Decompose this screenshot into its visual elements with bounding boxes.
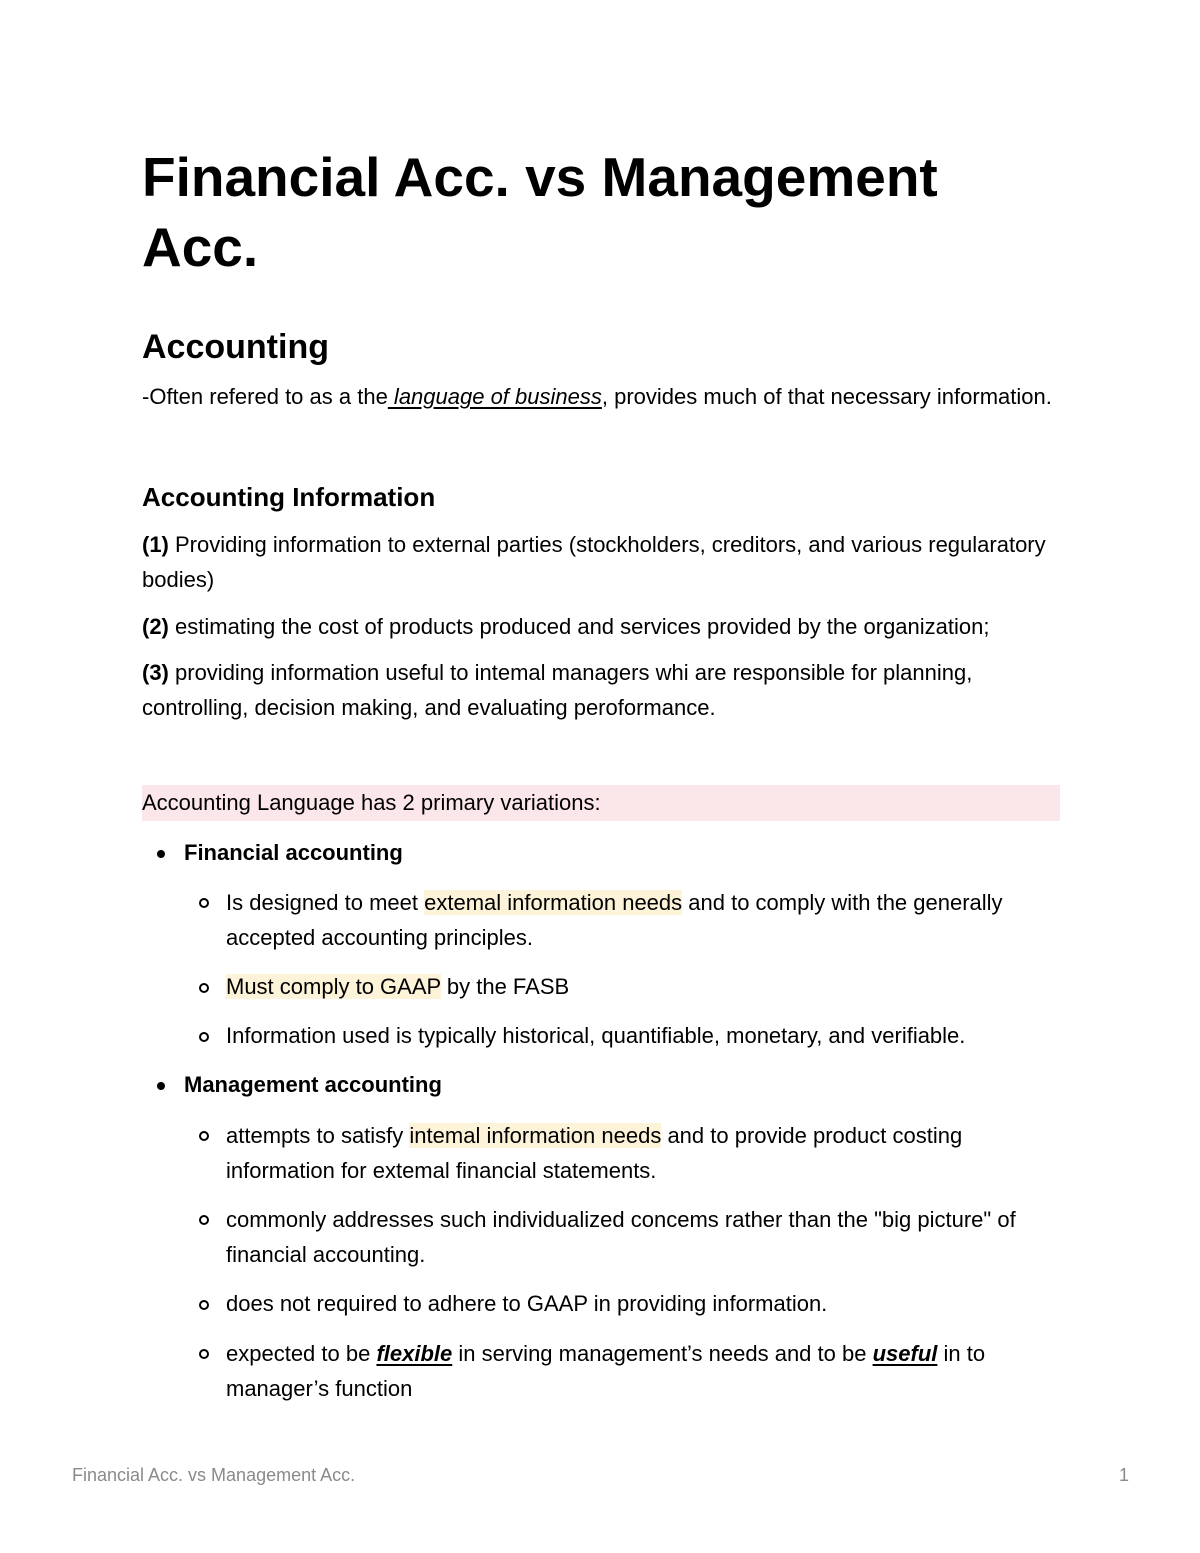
highlighted-text: intemal information needs [409, 1123, 662, 1148]
text: attempts to satisfy [226, 1123, 410, 1148]
item-text: providing information useful to intemal managers whi are responsible for planning, controlling, decision making, and evaluating peroformance. [142, 660, 973, 720]
text: in serving management’s needs and to be [452, 1341, 873, 1366]
intro-term: language of business [387, 384, 602, 409]
text: by the FASB [440, 974, 570, 999]
text: Is designed to meet [226, 890, 425, 915]
hollow-bullet-icon [199, 898, 209, 908]
highlighted-text: Must comply to GAAP [226, 974, 441, 999]
hollow-bullet-icon [199, 1215, 209, 1225]
emphasis-flexible: flexible [376, 1341, 453, 1366]
financial-bullet-2 [226, 969, 1066, 1004]
text: and to provide product costing information for extemal financial statements. [226, 1123, 963, 1183]
management-bullet-3: does not required to adhere to GAAP in providing information. [226, 1291, 828, 1316]
financial-accounting-label: Financial accounting [184, 840, 403, 865]
page-number: 1 [1119, 1465, 1130, 1485]
info-item-2 [142, 609, 1060, 644]
financial-bullet-3: Information used is typically historical, quantifiable, monetary, and verifiable. [226, 1023, 966, 1048]
management-bullet-1 [226, 1118, 1066, 1188]
text: expected to be [226, 1341, 377, 1366]
management-bullet-4 [226, 1336, 1066, 1406]
page-title: Financial Acc. vs Management Acc. [142, 146, 938, 278]
hollow-bullet-icon [199, 1032, 209, 1042]
footer-title: Financial Acc. vs Management Acc. [72, 1465, 356, 1485]
management-bullet-2: commonly addresses such individualized concems rather than the "big picture" of financial accounting. [226, 1207, 1016, 1267]
highlight-banner: Accounting Language has 2 primary variations: [142, 785, 1060, 821]
intro-paragraph [142, 379, 1060, 414]
info-item-1 [142, 527, 1060, 597]
text: and to comply with the generally accepted accounting principles. [226, 890, 1003, 950]
intro-prefix: -Often refered to as a the [142, 384, 388, 409]
bullet-icon [157, 1082, 165, 1090]
item-number: (2) [142, 614, 169, 639]
info-item-3 [142, 655, 1060, 725]
intro-suffix: , provides much of that necessary information. [601, 384, 1052, 409]
item-number: (3) [142, 660, 169, 685]
hollow-bullet-icon [199, 983, 209, 993]
section-heading: Accounting [142, 328, 329, 366]
item-text: Providing information to external parties (stockholders, creditors, and various regularatory bodies) [142, 532, 1046, 592]
hollow-bullet-icon [199, 1131, 209, 1141]
highlighted-text: extemal information needs [424, 890, 683, 915]
subsection-heading: Accounting Information [142, 482, 436, 512]
emphasis-useful: useful [872, 1341, 938, 1366]
text: in to manager’s function [226, 1341, 986, 1401]
hollow-bullet-icon [199, 1300, 209, 1310]
financial-bullet-1 [226, 885, 1066, 955]
bullet-icon [157, 850, 165, 858]
item-text: estimating the cost of products produced and services provided by the organization; [168, 614, 990, 639]
hollow-bullet-icon [199, 1349, 209, 1359]
item-number: (1) [142, 532, 169, 557]
management-accounting-label: Management accounting [184, 1072, 442, 1097]
